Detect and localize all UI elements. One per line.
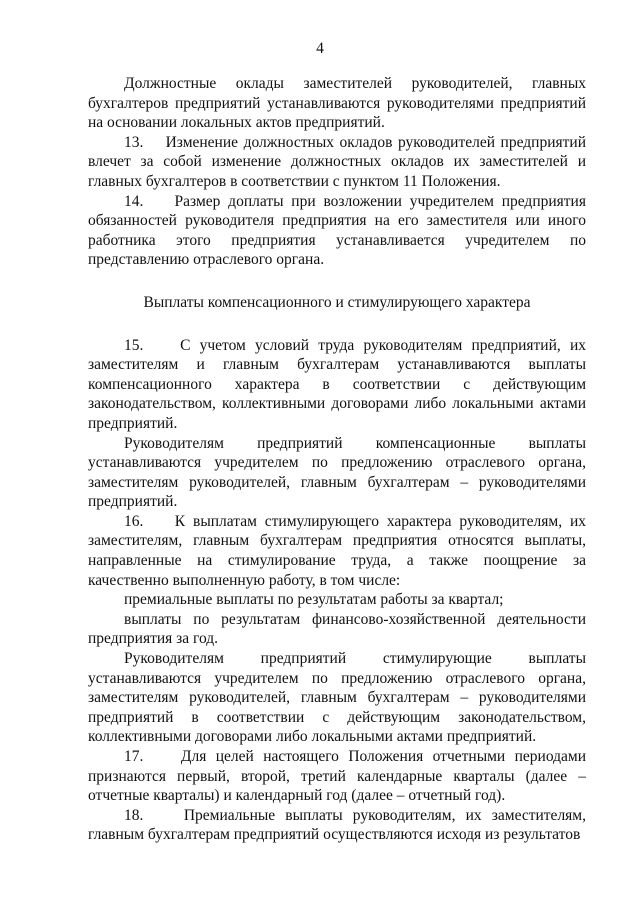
document-body [88,74,586,845]
section-heading: Выплаты компенсационного и стимулирующего характера [143,293,531,311]
paragraph-18: 18. Премиальные выплаты руководителям, их заместителям, главным бухгалтерам предприятий осуществляются исходя из результатов [88,806,586,844]
paragraph-17: 17. Для целей настоящего Положения отчетными периодами признаются первый, второй, третий календарные кварталы (далее – отчетные кварталы) и календарный год (далее – отчетный год). [88,748,586,805]
paragraph-16: 16. К выплатам стимулирующего характера руководителям, их заместителям, главным бухгалтерам предприятия относятся выплаты, направленные на стимулирование труда, а также поощрение за качественно выполненную работу, в том числе: [88,512,586,589]
paragraph-15-compensation: Руководителям предприятий компенсационные выплаты устанавливаются учредителем по предложению отраслевого органа, заместителям руководителей, главным бухгалтерам – руководителями предприятий. [88,434,586,511]
paragraph-salaries-deputies: Должностные оклады заместителей руководителей, главных бухгалтеров предприятий устанавливаются руководителями предприятий на основании локальных актов предприятий. [88,75,586,132]
paragraph-16-quarterly-bonus: премиальные выплаты по результатам работы за квартал; [124,591,504,609]
paragraph-14: 14. Размер доплаты при возложении учредителем предприятия обязанностей руководителя предприятия на его заместителя или иного работника этого предприятия устанавливается учредителем по представлению отраслевого органа. [88,192,586,269]
paragraph-16-annual-payment: выплаты по результатам финансово-хозяйственной деятельности предприятия за год. [88,610,586,648]
paragraph-16-incentive: Руководителям предприятий стимулирующие выплаты устанавливаются учредителем по предложению отраслевого органа, заместителям руководителей, главным бухгалтерам – руководителями предприятий в соответствии с действующим законодательством, коллективными договорами либо локальными актами предприятий. [88,650,586,746]
page-number: 4 [316,40,324,57]
paragraph-13: 13. Изменение должностных окладов руководителей предприятий влечет за собой изменение должностных окладов их заместителей и главных бухгалтеров в соответствии с пунктом 11 Положения. [88,133,586,190]
paragraph-15: 15. С учетом условий труда руководителям предприятий, их заместителям и главным бухгалтерам устанавливаются выплаты компенсационного характера в соответствии с действующим законодательством, коллективными договорами либо локальными актами предприятий. [88,336,586,432]
